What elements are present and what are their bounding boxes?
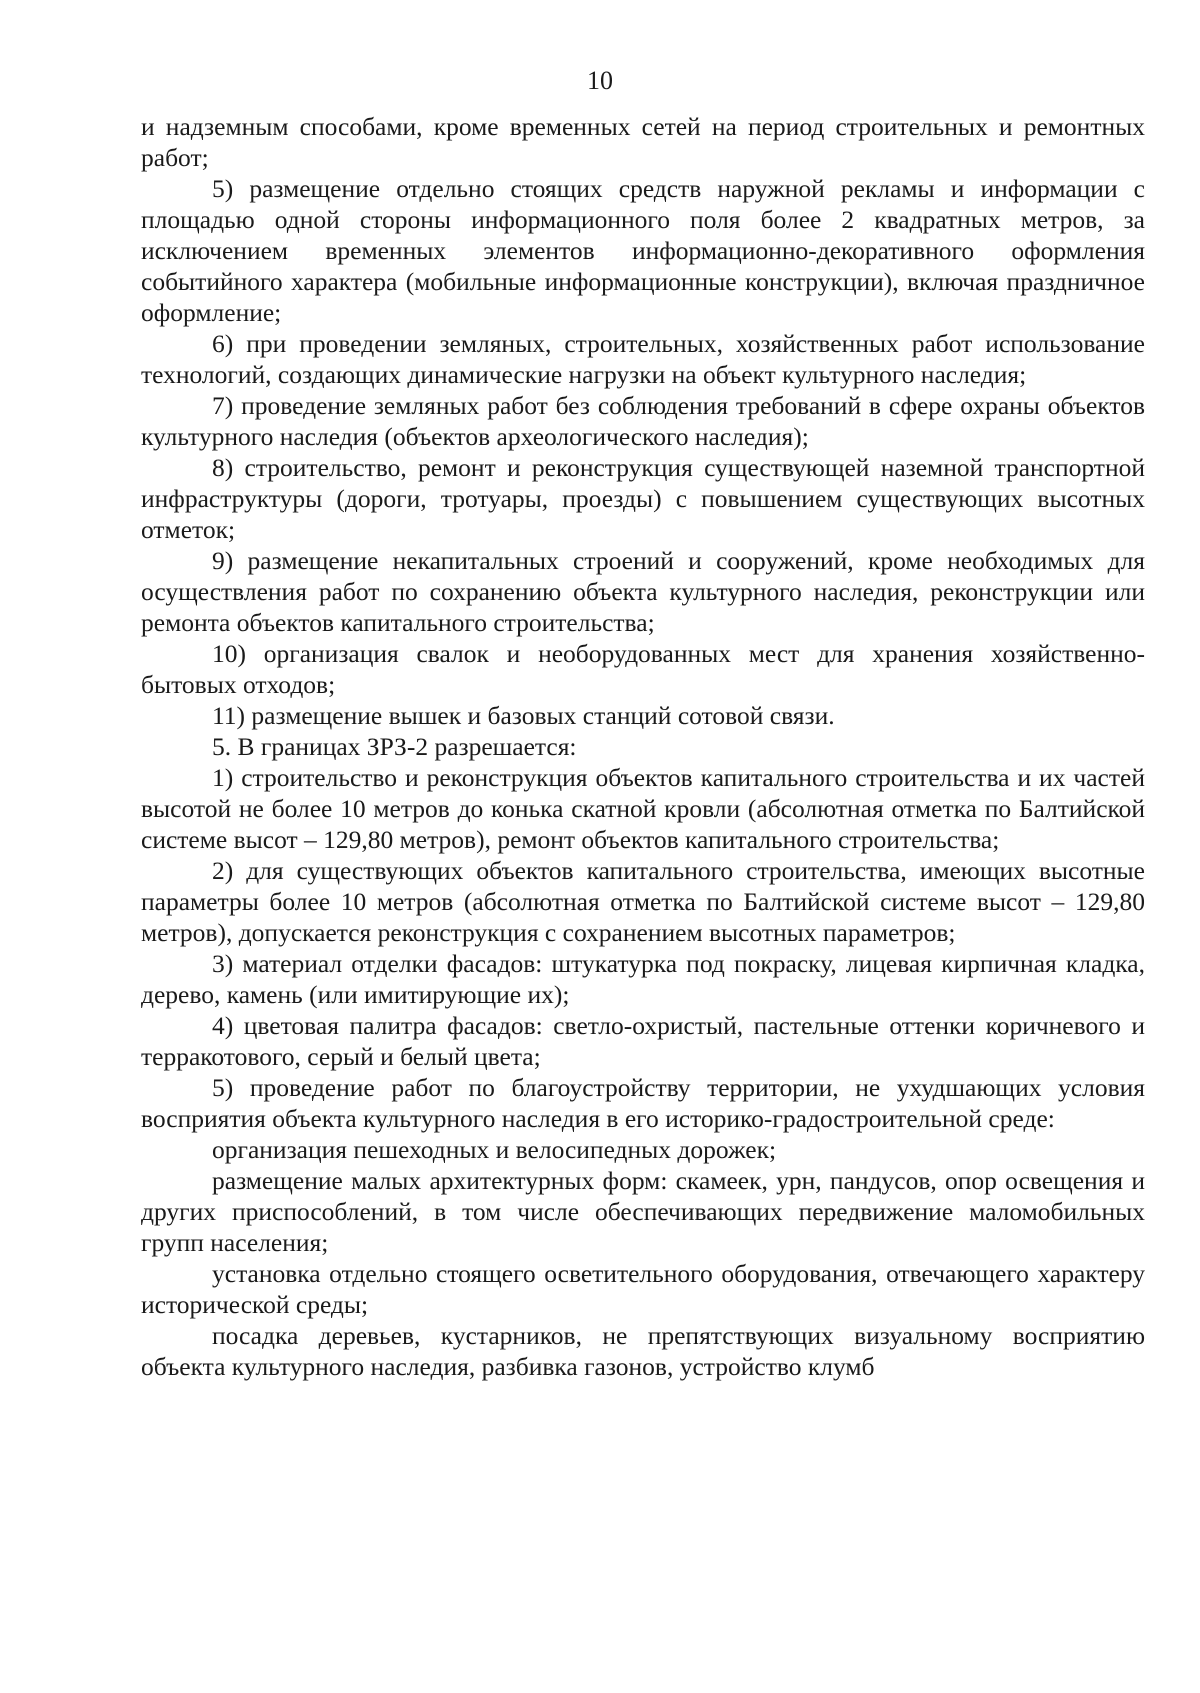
paragraph-subitem-paths: организация пешеходных и велосипедных дорожек;	[212, 1135, 777, 1164]
paragraph-item-7: 7) проведение земляных работ без соблюдения требований в сфере охраны объектов культурного наследия (объектов археологического наследия);	[141, 391, 1145, 451]
paragraph-allowed-1: 1) строительство и реконструкция объектов капитального строительства и их частей высотой не более 10 метров до конька скатной кровли (абсолютная отметка по Балтийской системе высот – 129,80 метров), ремонт объектов капитального строительства;	[141, 763, 1145, 854]
paragraph-item-11: 11) размещение вышек и базовых станций сотовой связи.	[212, 701, 835, 730]
paragraph-item-6: 6) при проведении земляных, строительных, хозяйственных работ использование технологий, создающих динамические нагрузки на объект культурного наследия;	[141, 329, 1145, 389]
paragraph-allowed-2: 2) для существующих объектов капитального строительства, имеющих высотные параметры более 10 метров (абсолютная отметка по Балтийской системе высот – 129,80 метров), допускается реконструкция с сохранением высотных параметров;	[141, 856, 1145, 947]
paragraph-allowed-4: 4) цветовая палитра фасадов: светло-охристый, пастельные оттенки коричневого и терракотового, серый и белый цвета;	[141, 1011, 1145, 1071]
paragraph-subitem-lighting: установка отдельно стоящего осветительного оборудования, отвечающего характеру исторической среды;	[141, 1259, 1145, 1319]
paragraph-item-5: 5) размещение отдельно стоящих средств наружной рекламы и информации с площадью одной стороны информационного поля более 2 квадратных метров, за исключением временных элементов информационно-декоративного оформления событийного характера (мобильные информационные конструкции), включая праздничное оформление;	[141, 174, 1145, 327]
paragraph-continuation: и надземным способами, кроме временных сетей на период строительных и ремонтных работ;	[141, 112, 1145, 172]
paragraph-allowed-3: 3) материал отделки фасадов: штукатурка под покраску, лицевая кирпичная кладка, дерево, камень (или имитирующие их);	[141, 949, 1145, 1009]
paragraph-subitem-small-forms: размещение малых архитектурных форм: скамеек, урн, пандусов, опор освещения и других приспособлений, в том числе обеспечивающих передвижение маломобильных групп населения;	[141, 1166, 1145, 1257]
section-heading-5: 5. В границах ЗРЗ-2 разрешается:	[212, 732, 577, 761]
paragraph-item-10: 10) организация свалок и необорудованных мест для хранения хозяйственно-бытовых отходов;	[141, 639, 1145, 699]
page-number: 10	[587, 66, 613, 95]
paragraph-item-8: 8) строительство, ремонт и реконструкция существующей наземной транспортной инфраструктуры (дороги, тротуары, проезды) с повышением существующих высотных отметок;	[141, 453, 1145, 544]
paragraph-allowed-5: 5) проведение работ по благоустройству территории, не ухудшающих условия восприятия объекта культурного наследия в его историко-градостроительной среде:	[141, 1073, 1145, 1133]
document-body	[141, 111, 1145, 1382]
paragraph-subitem-planting: посадка деревьев, кустарников, не препятствующих визуальному восприятию объекта культурного наследия, разбивка газонов, устройство клумб	[141, 1321, 1145, 1381]
paragraph-item-9: 9) размещение некапитальных строений и сооружений, кроме необходимых для осуществления работ по сохранению объекта культурного наследия, реконструкции или ремонта объектов капитального строительства;	[141, 546, 1145, 637]
